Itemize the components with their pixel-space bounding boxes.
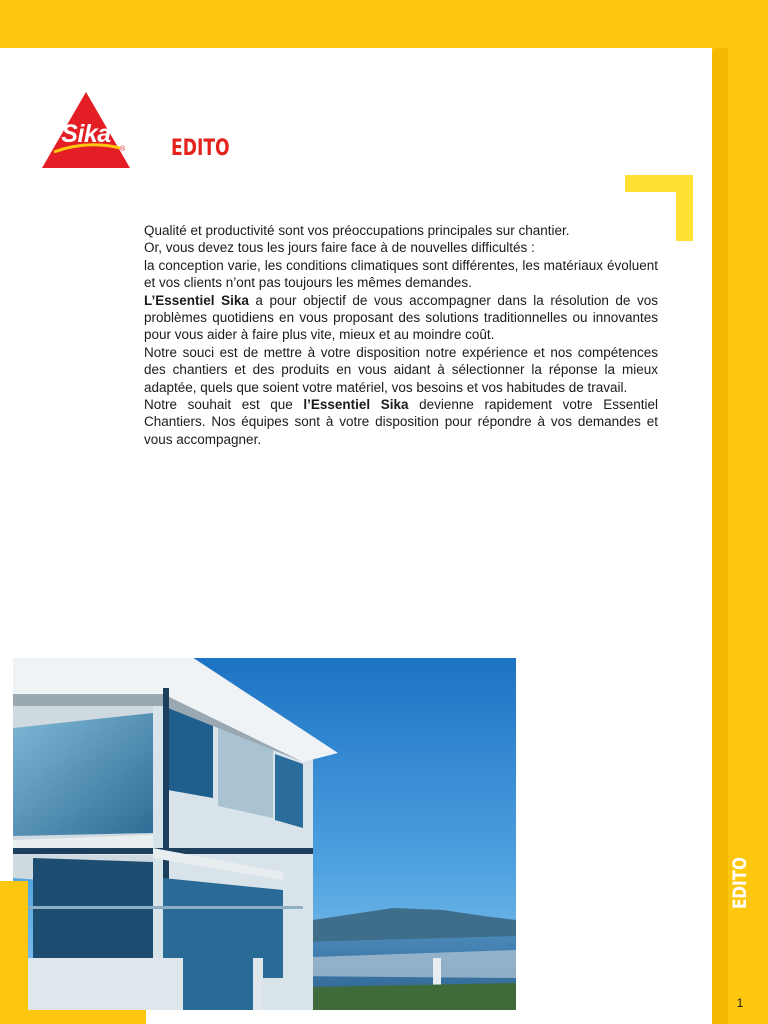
paragraph (144, 292, 658, 344)
yellow-foot-strip (28, 1010, 146, 1024)
paragraph: Qualité et productivité sont vos préoccupations principales sur chantier. (144, 223, 570, 238)
top-yellow-band (0, 0, 768, 48)
bold-text: l’Essentiel Sika (303, 397, 409, 413)
text: devienne rapidement votre Essentiel Chantiers. Nos équipes sont à votre disposition pour répondre à vos demandes et vous accompagner. (144, 397, 658, 447)
paragraph (144, 396, 658, 448)
page-title: EDITO (171, 136, 230, 161)
logo-registered-mark: ® (120, 146, 126, 153)
edito-body (144, 222, 658, 448)
text: Notre souhait est que (144, 397, 304, 413)
side-label-text: EDITO (729, 857, 751, 909)
text: a pour objectif de vous accompagner dans la résolution de vos problèmes quotidiens en vous proposant des solutions traditionnelles ou innovantes pour vous aider à faire plus vite, mieux et au moindre coût. (144, 292, 659, 343)
paragraph: Notre souci est de mettre à votre disposition notre expérience et nos compétences des chantiers et des produits en vous aidant à sélectionner la réponse la mieux adaptée, quels que soient votre matériel, vos besoins et vos habitudes de travail. (144, 344, 658, 395)
yellow-corner-block (0, 881, 28, 1024)
sika-logo (40, 90, 132, 170)
side-section-label (720, 850, 760, 916)
paragraph: la conception varie, les conditions climatiques sont différentes, les matériaux évoluent et vos clients n’ont pas toujours les mêmes demandes. (144, 257, 658, 291)
page-number: 1 (736, 996, 744, 1010)
building-photo (13, 658, 516, 1010)
paragraph: Or, vous devez tous les jours faire face à de nouvelles difficultés : (144, 240, 535, 256)
logo-wordmark: Sika (61, 120, 111, 148)
bold-text: L’Essentiel Sika (144, 292, 249, 308)
